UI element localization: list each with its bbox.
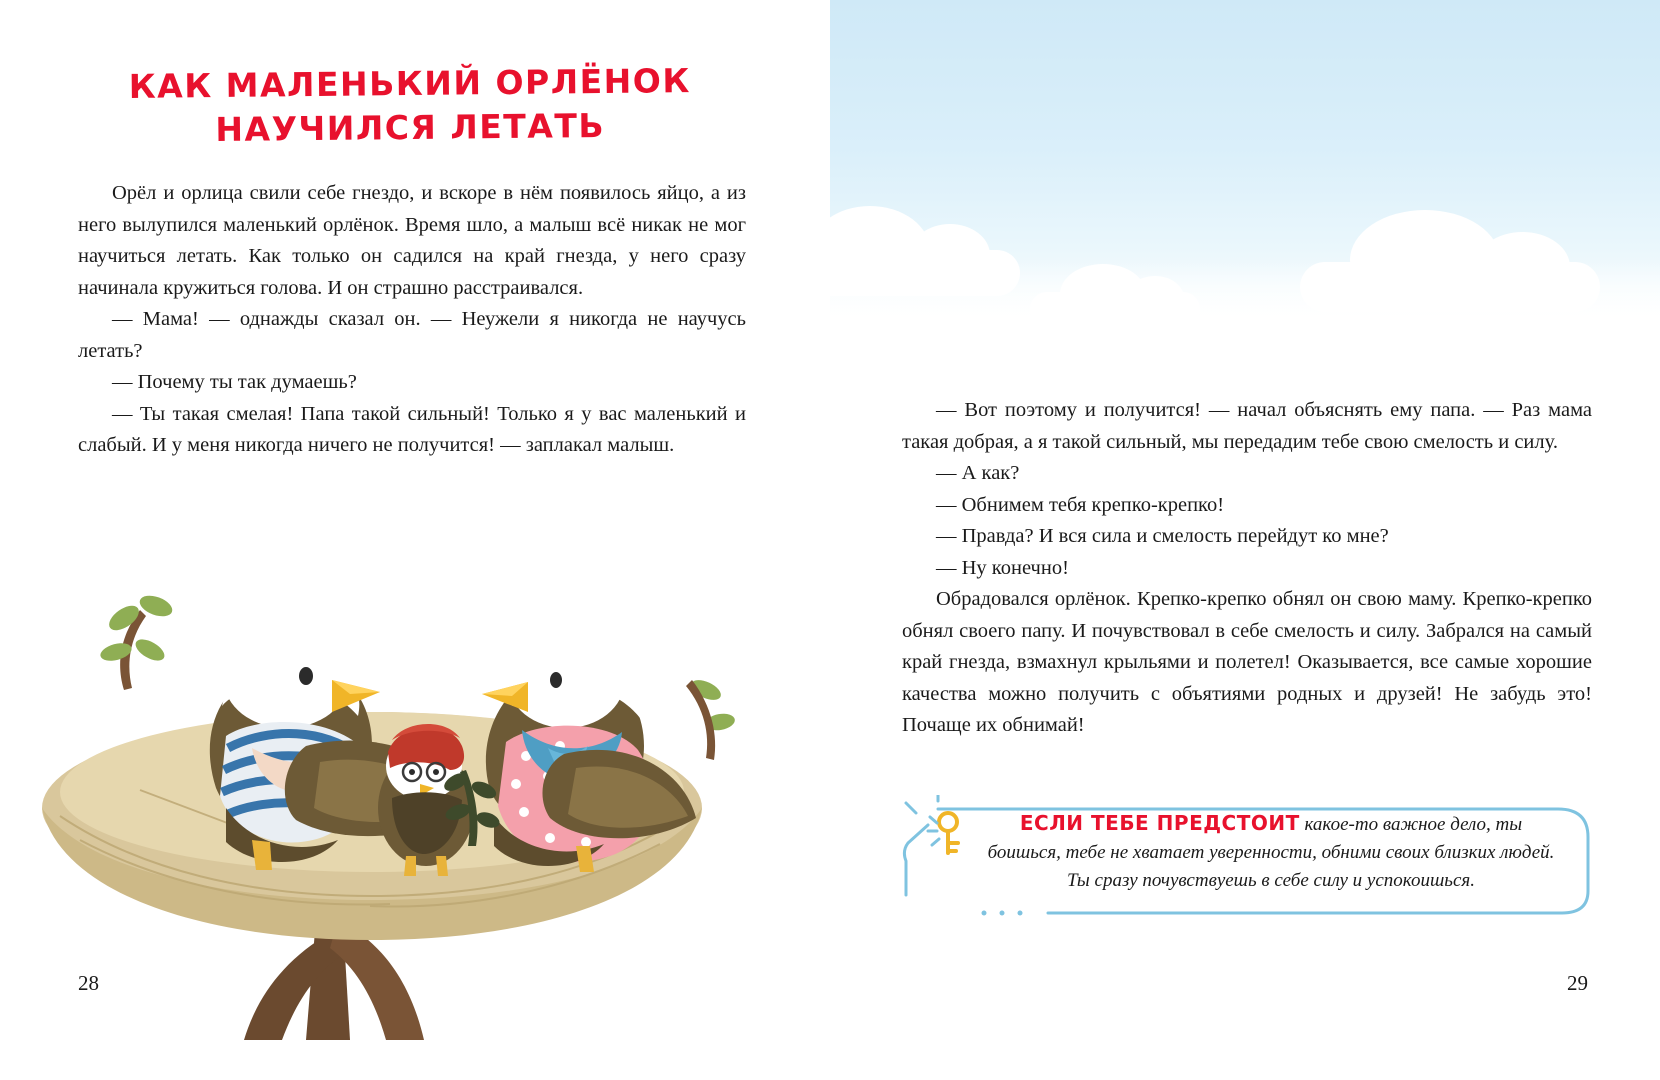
tip-text <box>986 809 1556 895</box>
story-title-line-1: КАК МАЛЕНЬКИЙ ОРЛЁНОК <box>128 61 692 106</box>
page-number-left: 28 <box>78 971 99 995</box>
paragraph: Обрадовался орлёнок. Крепко-крепко обнял он свою маму. Крепко-крепко обнял своего папу. И почувствовал в себе смелость и силу. Забрался на самый край гнезда, взмахнул крыльями и полетел! Оказывается, все самые хорошие качества можно получить с объятиями родных и друзей! Не забудь это! Почаще их обнимай! <box>902 588 1592 736</box>
paragraph: — Мама! — однажды сказал он. — Неужели я никогда не научусь летать? <box>78 308 746 362</box>
nest-illustration-svg <box>20 540 740 1040</box>
tip-lead: ЕСЛИ ТЕБЕ ПРЕДСТОИТ <box>1019 811 1300 835</box>
right-page <box>830 0 1660 1080</box>
page-number-right: 29 <box>1567 971 1588 995</box>
paragraph: — Вот поэтому и получится! — начал объяснять ему папа. — Раз мама такая добрая, а я такой сильный, мы передадим тебе свою смелость и силу. <box>902 399 1592 453</box>
paragraph: — Обнимем тебя крепко-крепко! <box>936 493 1225 516</box>
key-icon <box>926 809 982 859</box>
paragraph: — Ты такая смелая! Папа такой сильный! Только я у вас маленький и слабый. И у меня никогда ничего не получится! — заплакал малыш. <box>78 402 746 456</box>
tip-body: какое-то важное дело, ты боишься, тебе не хватает уверенности, обними своих близких людей. Ты сразу почувствуешь в себе силу и успокоишься. <box>987 814 1555 891</box>
tip-box <box>898 795 1598 920</box>
sky-fade <box>830 260 1660 330</box>
left-text-column <box>78 178 746 462</box>
eagle-family-nest-illustration <box>20 540 740 1040</box>
story-title <box>80 59 741 154</box>
paragraph: Орёл и орлица свили себе гнездо, и вскоре в нём появилось яйцо, а из него вылупился маленький орлёнок. Время шло, а малыш всё никак не мог научиться летать. Как только он садился на край гнезда, у него сразу начинала кружиться голова. И он страшно расстраивался. <box>78 182 746 299</box>
sky-illustration <box>830 0 1660 330</box>
paragraph: — Ну конечно! <box>936 556 1069 579</box>
story-title-line-2: НАУЧИЛСЯ ЛЕТАТЬ <box>215 105 606 150</box>
paragraph: — Почему ты так думаешь? <box>112 371 357 393</box>
paragraph: — Правда? И вся сила и смелость перейдут ко мне? <box>936 525 1389 547</box>
paragraph: — А как? <box>936 462 1020 484</box>
right-text-column <box>902 395 1592 742</box>
